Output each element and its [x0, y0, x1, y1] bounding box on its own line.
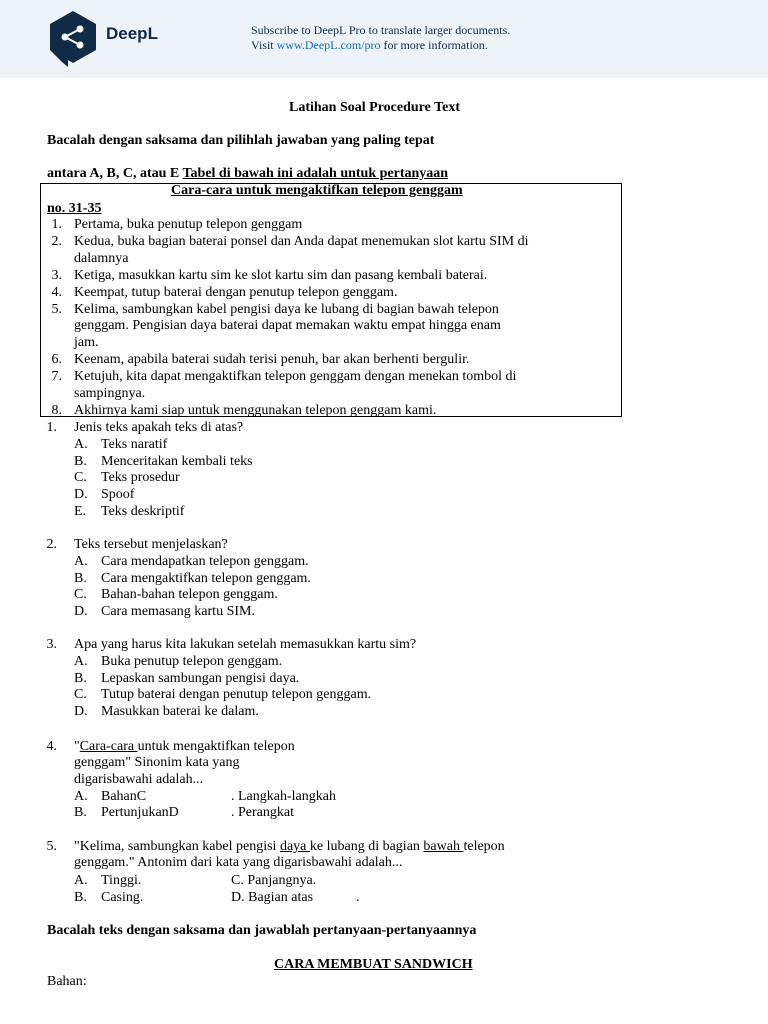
q4-quote: "	[74, 739, 80, 754]
q5-option-b-text: Casing.	[101, 890, 144, 905]
step-text: Keenam, apabila baterai sudah terisi penuh, bar akan berhenti bergulir.	[74, 352, 470, 368]
step-text: Pertama, buka penutup telepon genggam	[74, 217, 303, 232]
q2-number: 2.	[46, 537, 57, 552]
deepl-banner	[0, 0, 768, 78]
step-text: sampingnya.	[74, 386, 146, 401]
q1-option-letter: E.	[74, 504, 87, 519]
q1-text: Jenis teks apakah teks di atas?	[74, 420, 244, 435]
bahan-label: Bahan:	[47, 974, 87, 989]
banner-line-2-pre: Visit	[251, 38, 277, 52]
q4-line-1	[74, 739, 295, 755]
q3-option-text: Tutup baterai dengan penutup telepon genggam.	[101, 687, 372, 703]
q4-number: 4.	[46, 739, 57, 754]
q3-option-letter: A.	[74, 653, 88, 669]
q5-number: 5.	[46, 839, 57, 854]
q2-text: Teks tersebut menjelaskan?	[74, 537, 228, 552]
instruction-2	[47, 166, 448, 182]
q4-line-3: digarisbawahi adalah...	[74, 772, 204, 787]
instruction-2-pre: antara A, B, C, atau E	[47, 166, 183, 181]
q3-option-letter: B.	[74, 670, 87, 686]
step-number: 6.	[51, 352, 62, 368]
step-text: Keempat, tutup baterai dengan penutup telepon genggam.	[74, 284, 398, 300]
banner-line-2-post: for more information.	[380, 38, 488, 52]
q5-underlined-2: bawah	[423, 839, 464, 854]
q1-option-letter: A.	[74, 436, 88, 452]
q5-option-b-letter: B.	[74, 890, 87, 905]
step-text: genggam. Pengisian daya baterai dapat memakan waktu empat hingga enam	[74, 318, 501, 334]
q1-number: 1.	[46, 420, 57, 435]
q1-option-text: Spoof	[101, 487, 135, 503]
q2-option-text: Cara memasang kartu SIM.	[101, 604, 255, 620]
q3-option-letter: D.	[74, 704, 88, 720]
step-number: 7.	[51, 369, 62, 385]
q2-option-text: Bahan-bahan telepon genggam.	[101, 587, 278, 603]
q5-option-a-text: Tinggi.	[101, 873, 142, 888]
step-text: Kelima, sambungkan kabel pengisi daya ke lubang di bagian bawah telepon	[74, 301, 499, 317]
q1-option-text: Menceritakan kembali teks	[101, 453, 253, 469]
box-reference: no. 31-35	[47, 201, 102, 216]
q2-option-letter: D.	[74, 604, 88, 620]
q4-option-d-text: . Perangkat	[231, 805, 294, 820]
q3-text: Apa yang harus kita lakukan setelah memasukkan kartu sim?	[74, 637, 417, 652]
step-text: Ketujuh, kita dapat mengaktifkan telepon genggam dengan menekan tombol di	[74, 369, 517, 385]
step-number: 5.	[51, 301, 62, 317]
q1-option-text: Teks deskriptif	[101, 504, 185, 519]
step-number: 2.	[51, 233, 62, 249]
q3-number: 3.	[46, 637, 57, 652]
banner-message	[251, 23, 510, 53]
q5-trailing-dot: .	[356, 890, 360, 905]
step-number: 4.	[51, 284, 62, 300]
instruction-2-underlined: Tabel di bawah ini adalah untuk pertanyaan	[182, 166, 449, 181]
q4-line-2: genggam" Sinonim kata yang	[74, 755, 240, 770]
step-text: Akhirnya kami siap untuk menggunakan telepon genggam kami.	[74, 402, 437, 418]
q3-option-text: Lepaskan sambungan pengisi daya.	[101, 670, 300, 686]
banner-line-1: Subscribe to DeepL Pro to translate larger documents.	[251, 23, 511, 37]
q1-option-text: Teks prosedur	[101, 470, 180, 486]
q5-line-1-a: "Kelima, sambungkan kabel pengisi	[74, 839, 280, 854]
q4-option-b-letter: B.	[74, 805, 87, 820]
q4-option-c-text: . Langkah-langkah	[231, 789, 336, 804]
step-number: 3.	[51, 267, 62, 283]
q2-option-text: Cara mendapatkan telepon genggam.	[101, 553, 309, 569]
q2-option-letter: A.	[74, 553, 88, 569]
q5-line-2: genggam." Antonim dari kata yang digarisbawahi adalah...	[74, 855, 403, 870]
q4-option-a-text: BahanC	[101, 789, 147, 804]
instruction-1: Bacalah dengan saksama dan pilihlah jawaban yang paling tepat	[47, 133, 435, 148]
step-text: Kedua, buka bagian baterai ponsel dan Anda dapat menemukan slot kartu SIM di	[74, 233, 529, 249]
q4-line-1-rest: untuk mengaktifkan telepon	[137, 739, 295, 754]
q5-line-1-c: telepon	[463, 839, 505, 854]
q4-option-b-text: PertunjukanD	[101, 805, 179, 820]
brand-name[interactable]: DeepL	[106, 24, 158, 43]
step-text: dalamnya	[74, 250, 129, 266]
q2-option-letter: B.	[74, 570, 87, 586]
q2-option-text: Cara mengaktifkan telepon genggam.	[101, 570, 311, 586]
q1-option-letter: D.	[74, 487, 88, 503]
q4-underlined-word: Cara-cara	[79, 739, 138, 754]
q5-line-1	[74, 839, 505, 855]
q4-option-a-letter: A.	[74, 789, 88, 804]
q5-underlined-1: daya	[279, 839, 310, 854]
step-number: 1.	[51, 217, 62, 232]
q5-line-1-b: ke lubang di bagian	[309, 839, 424, 854]
doc-title: Latihan Soal Procedure Text	[289, 100, 461, 115]
q3-option-text: Buka penutup telepon genggam.	[101, 653, 283, 669]
q5-option-c-text: C. Panjangnya.	[231, 873, 317, 888]
q1-option-letter: B.	[74, 453, 87, 469]
deepl-logo-icon[interactable]	[48, 10, 98, 68]
q1-option-letter: C.	[74, 470, 87, 486]
box-title: Cara-cara untuk mengaktifkan telepon genggam	[171, 183, 463, 198]
instruction-3: Bacalah teks dengan saksama dan jawablah pertanyaan-pertanyaannya	[47, 923, 477, 938]
section-title: CARA MEMBUAT SANDWICH	[274, 957, 473, 972]
step-text: Ketiga, masukkan kartu sim ke slot kartu sim dan pasang kembali baterai.	[74, 267, 488, 283]
q3-option-text: Masukkan baterai ke dalam.	[101, 704, 259, 720]
step-number: 8.	[51, 402, 62, 418]
banner-line-2	[251, 38, 510, 53]
step-text: jam.	[74, 335, 99, 351]
q2-option-letter: C.	[74, 587, 87, 603]
q1-option-text: Teks naratif	[101, 436, 168, 452]
q3-option-letter: C.	[74, 687, 87, 703]
q5-option-a-letter: A.	[74, 873, 88, 888]
q5-option-d-text: D. Bagian atas	[231, 890, 314, 905]
pro-link[interactable]: www.DeepL.com/pro	[276, 38, 381, 52]
